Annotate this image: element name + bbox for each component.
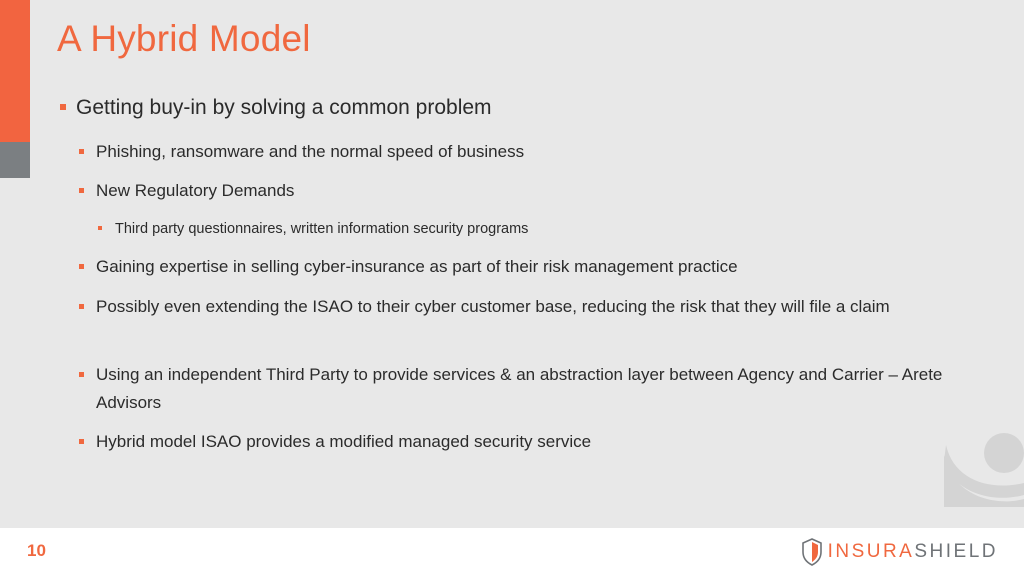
brand-name-suffix: SHIELD	[914, 541, 998, 562]
bullet-item	[96, 361, 996, 417]
bullet-item	[96, 177, 996, 205]
brand-name-prefix: INSURA	[827, 541, 915, 562]
bullet-square-icon	[79, 188, 84, 193]
bullet-square-icon	[79, 264, 84, 269]
bullet-item	[96, 428, 996, 456]
bullet-text: Possibly even extending the ISAO to their cyber customer base, reducing the risk that they will file a claim	[96, 297, 890, 316]
bullet-square-icon	[79, 304, 84, 309]
slide-title: A Hybrid Model	[57, 18, 311, 59]
bullet-square-icon	[60, 104, 66, 110]
bullet-text: Hybrid model ISAO provides a modified managed security service	[96, 432, 592, 451]
bullet-item	[115, 215, 528, 243]
brand-name	[828, 541, 998, 563]
brand-logo	[802, 536, 998, 568]
bullet-text: Phishing, ransomware and the normal speed of business	[96, 142, 525, 161]
bullet-text: Gaining expertise in selling cyber-insurance as part of their risk management practice	[96, 257, 738, 276]
bullet-item	[96, 138, 996, 166]
bullet-item	[96, 293, 996, 321]
bullet-square-icon	[79, 149, 84, 154]
accent-bar-gray	[0, 142, 30, 178]
slide-footer	[0, 528, 1024, 576]
bullet-item	[76, 94, 492, 122]
bullet-square-icon	[98, 226, 102, 230]
shield-logo-icon	[802, 538, 822, 566]
bullet-item	[96, 253, 996, 281]
bullet-text: Third party questionnaires, written information security programs	[115, 221, 529, 237]
shield-watermark-icon	[944, 425, 1024, 507]
page-number: 10	[27, 541, 46, 560]
bullet-square-icon	[79, 372, 84, 377]
bullet-square-icon	[79, 439, 84, 444]
bullet-text: Using an independent Third Party to provide services & an abstraction layer between Agency and Carrier – Arete Advisors	[96, 365, 943, 412]
bullet-text: Getting buy-in by solving a common problem	[76, 96, 492, 119]
accent-bar-orange	[0, 0, 30, 142]
bullet-text: New Regulatory Demands	[96, 181, 295, 200]
